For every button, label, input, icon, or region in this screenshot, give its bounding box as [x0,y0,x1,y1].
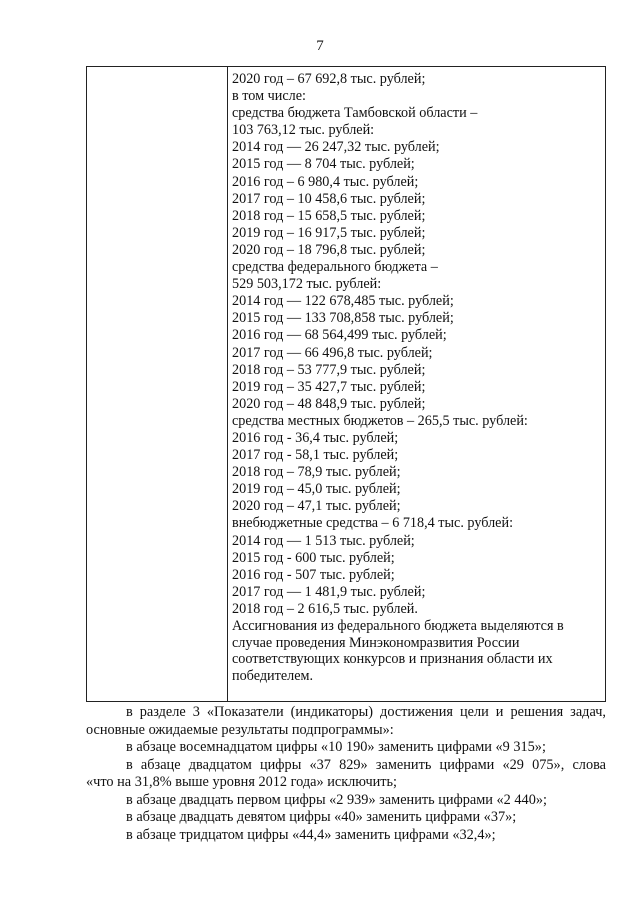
paragraph-first-line: в абзаце двадцатом цифры «37 829» заменить цифрами «29 075», слова [126,756,606,773]
funding-line: 2020 год – 67 692,8 тыс. рублей; [232,71,426,87]
amendment-paragraph: в абзаце двадцать девятом цифры «40» заменить цифрами «37»; [126,809,517,825]
funding-line: внебюджетные средства – 6 718,4 тыс. рублей: [232,515,514,532]
funding-line: 2018 год – 78,9 тыс. рублей; [232,464,401,481]
funding-line: 2014 год — 26 247,32 тыс. рублей; [232,139,440,156]
funding-line: 529 503,172 тыс. рублей: [232,276,382,293]
funding-line: 2020 год – 18 796,8 тыс. рублей; [232,241,426,258]
page-number: 7 [316,38,324,54]
funding-line: 2018 год – 2 616,5 тыс. рублей. [232,600,418,617]
amendment-paragraph: в абзаце двадцать первом цифры «2 939» заменить цифрами «2 440»; [126,791,547,808]
funding-line: 2019 год – 45,0 тыс. рублей; [232,481,401,498]
amendment-paragraph: в абзаце тридцатом цифры «44,4» заменить цифрами «32,4»; [126,826,496,843]
funding-line: 2014 год — 1 513 тыс. рублей; [232,532,415,549]
funding-line: 2017 год – 10 458,6 тыс. рублей; [232,190,426,207]
funding-line: 2016 год - 36,4 тыс. рублей; [232,429,399,446]
funding-line: средства бюджета Тамбовской области – [232,105,478,122]
funding-line: 2019 год – 16 917,5 тыс. рублей; [232,224,426,241]
funding-line: 2017 год - 58,1 тыс. рублей; [232,447,399,464]
amendment-text [86,704,606,844]
paragraph-continuation: основные ожидаемые результаты подпрограммы»: [86,721,394,738]
funding-line: 2015 год — 133 708,858 тыс. рублей; [232,310,454,327]
funding-note: Ассигнования из федерального бюджета выделяются в случае проведения Минэкономразвития России соответствующих конкурсов и признания области их победителем. [232,618,564,684]
table-column-divider [227,67,228,701]
table-left-cell [87,67,227,701]
amendment-paragraph: в абзаце восемнадцатом цифры «10 190» заменить цифрами «9 315»; [126,739,546,755]
amendment-paragraph [86,757,606,792]
financing-table [86,66,606,702]
funding-line: 2016 год - 507 тыс. рублей; [232,566,395,583]
funding-line: 2017 год — 66 496,8 тыс. рублей; [232,344,433,361]
amendment-paragraph [86,704,606,739]
funding-line: средства местных бюджетов – 265,5 тыс. рублей: [232,412,528,429]
funding-line: 2016 год – 6 980,4 тыс. рублей; [232,173,419,190]
funding-line: 2014 год — 122 678,485 тыс. рублей; [232,293,454,310]
funding-line: 2016 год — 68 564,499 тыс. рублей; [232,327,447,344]
funding-line: в том числе: [232,88,306,105]
funding-line: 2015 год - 600 тыс. рублей; [232,549,395,566]
paragraph-first-line: в разделе 3 «Показатели (индикаторы) достижения цели и решения задач, [126,704,606,720]
funding-line: 2017 год — 1 481,9 тыс. рублей; [232,583,426,600]
funding-line: 2015 год — 8 704 тыс. рублей; [232,156,415,173]
funding-line: 103 763,12 тыс. рублей: [232,122,375,139]
funding-line: средства федерального бюджета – [232,259,438,276]
funding-line: 2018 год – 15 658,5 тыс. рублей; [232,207,426,224]
paragraph-continuation: «что на 31,8% выше уровня 2012 года» исключить; [86,774,398,790]
table-right-cell [232,71,604,684]
funding-line: 2019 год – 35 427,7 тыс. рублей; [232,378,426,395]
funding-line: 2020 год – 47,1 тыс. рублей; [232,498,401,515]
funding-line: 2018 год – 53 777,9 тыс. рублей; [232,361,426,378]
funding-line: 2020 год – 48 848,9 тыс. рублей; [232,395,426,412]
